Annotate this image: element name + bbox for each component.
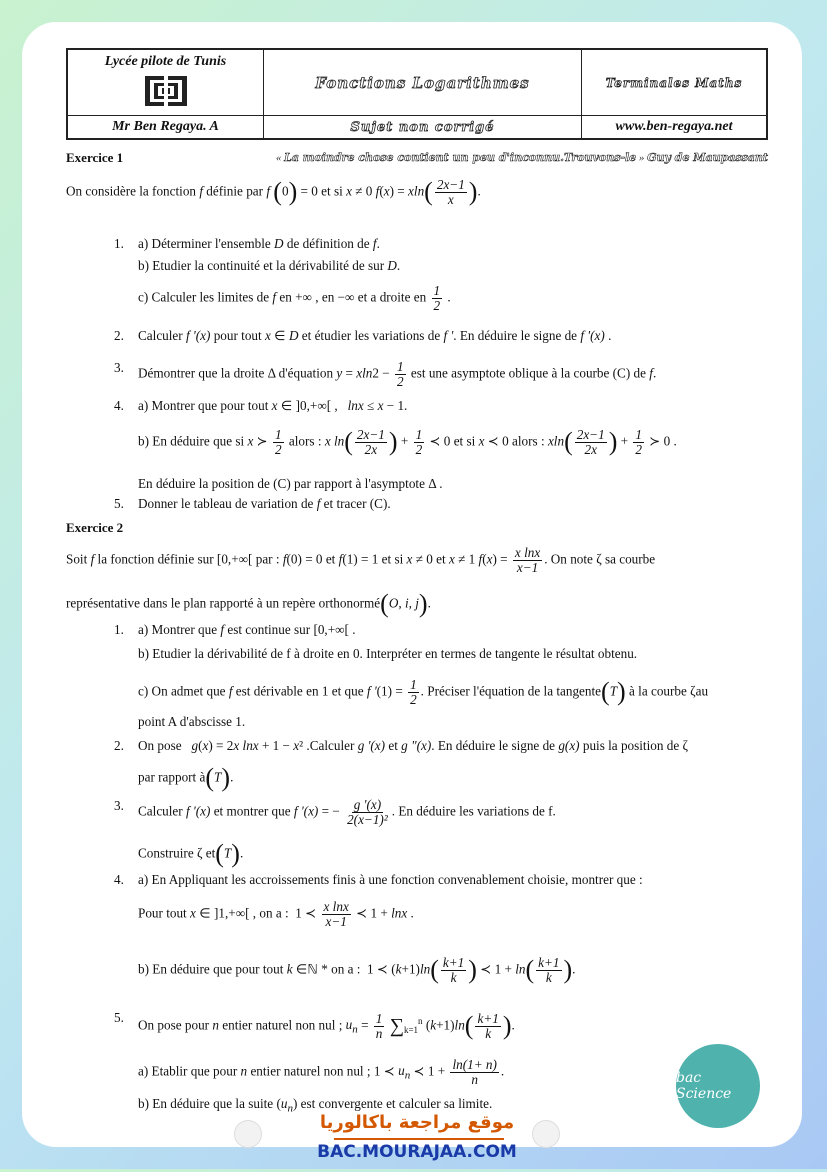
ex2-q4b: b) En déduire que pour tout k ∈ℕ * on a : 1 ≺ (k+1)ln( $\frac{k+1}{k}$ ) ≺ 1 + ln( $\frac{k+1}{k}$ ). <box>138 954 576 985</box>
class-label: Terminales Maths <box>605 75 743 90</box>
school-name: Lycée pilote de Tunis <box>104 54 227 69</box>
ex2-q4a-2: Pour tout x ∈ ]1,+∞[ , on a : 1 ≺ $\frac{\text{x lnx}}{x-1}$ ≺ 1 + lnx . <box>138 899 414 929</box>
quote-text: La moindre chose contient un peu d'inconnu.Trouvons-le <box>284 151 637 164</box>
website-cell <box>582 116 766 138</box>
document-title: Fonctions Logarithmes <box>315 73 530 92</box>
ex2-intro: Soit f la fonction définie sur [0,+∞[ par : f(0) = 0 et f(1) = 1 et si x ≠ 0 et x ≠ 1 f(x) = $\frac{\text{x lnx}}{x-1}$ . On note ζ sa courbe <box>66 545 656 575</box>
ex1-q3-number: 3. <box>114 360 124 375</box>
badge-left-icon <box>234 1120 262 1148</box>
exercise-2-title: Exercice 2 <box>66 520 124 535</box>
ex2-q5b: b) En déduire que la suite $(u_n)$ est convergente et calculer sa limite. <box>138 1096 493 1115</box>
ex2-q1-number: 1. <box>114 622 124 637</box>
ex2-q1b: b) Etudier la dérivabilité de f à droite en 0. Interpréter en termes de tangente le résultat obtenu. <box>138 646 638 661</box>
footer-underline <box>334 1138 504 1140</box>
quote-author: Guy de Maupassant <box>647 151 768 164</box>
quote <box>276 151 768 166</box>
quote-open: « <box>275 152 282 164</box>
school-cell <box>68 50 264 116</box>
school-logo-icon <box>143 74 189 108</box>
teacher-cell <box>68 116 264 138</box>
ex1-q1b: b) Etudier la continuité et la dérivabilité de sur D. <box>138 258 401 273</box>
ex2-q5-number: 5. <box>114 1010 124 1025</box>
badge-right-icon <box>532 1120 560 1148</box>
footer-arabic: موقع مراجعة باكالوريا <box>319 1112 515 1133</box>
ex2-q5: On pose pour n entier naturel non nul ; $u_n$ = $\frac{1}{n}$ $\sum_{k=1}^n$ (k+1)ln( $\frac{k+1}{k}$ ). <box>138 1010 515 1041</box>
footer <box>22 1112 802 1172</box>
ex2-q2-number: 2. <box>114 738 124 753</box>
ex2-q2: On pose g(x) = 2x lnx + 1 − x² .Calculer g '(x) et g "(x). En déduire le signe de g(x) puis la position de ζ <box>138 738 688 753</box>
ex2-q3-number: 3. <box>114 798 124 813</box>
ex2-q3: Calculer f '(x) et montrer que f '(x) = − $\frac{g '(x)}{\text{2(x−1)²}}$ . En déduire les variations de f. <box>138 797 556 827</box>
ex1-q4c: En déduire la position de (C) par rapport à l'asymptote Δ . <box>138 476 443 491</box>
ex2-q2-line2: par rapport à(T). <box>138 763 234 792</box>
ex1-q4-number: 4. <box>114 398 124 413</box>
quote-close: » <box>638 152 645 164</box>
exercise-1-title: Exercice 1 <box>66 150 124 165</box>
ex1-q4b: b) En déduire que si x ≻ $\frac{1}{2}$ alors : x ln( $\frac{2x-1}{2x}$ ) + $\frac{1}{2}$ ≺ 0 et si x ≺ 0 alors : xln( $\frac{2x-1}{2x}$ ) + $\frac{1}{2}$ ≻ 0 . <box>138 426 677 457</box>
ex1-intro: On considère la fonction f définie par f (0) = 0 et si x ≠ 0 f(x) = xln( $\frac{2x-1}{x}$ ). <box>66 176 481 207</box>
ex1-q1-number: 1. <box>114 236 124 251</box>
ex2-q4-number: 4. <box>114 872 124 887</box>
ex1-q2-number: 2. <box>114 328 124 343</box>
website-link[interactable]: www.ben-regaya.net <box>615 119 733 134</box>
ex1-q5-number: 5. <box>114 496 124 511</box>
document-subtitle: Sujet non corrigé <box>350 119 495 135</box>
ex2-q1c: c) On admet que f est dérivable en 1 et que f '(1) = $\frac{1}{2}$ . Préciser l'équation de la tangente(T) à la courbe ζau <box>138 676 709 707</box>
ex2-q1a: a) Montrer que f est continue sur [0,+∞[ . <box>138 622 356 637</box>
ex1-q2: Calculer f '(x) pour tout x ∈ D et étudier les variations de f '. En déduire le signe de f '(x) . <box>138 328 612 343</box>
ex2-q1c-line2: point A d'abscisse 1. <box>138 714 246 729</box>
ex2-q5a: a) Etablir que pour n entier naturel non nul ; 1 ≺ $u_n$ ≺ 1 + $\frac{\ln(1+ n)}{n}$ . <box>138 1057 505 1087</box>
ex2-q4a: a) En Appliquant les accroissements finis à une fonction convenablement choisie, montrer que : <box>138 872 643 887</box>
ex1-q1a: a) Déterminer l'ensemble D de définition de f. <box>138 236 380 251</box>
ex2-q3-line2: Construire ζ et(T). <box>138 839 244 868</box>
subtitle-cell <box>264 116 582 138</box>
ex1-q4a: a) Montrer que pour tout x ∈ ]0,+∞[ , lnx ≤ x − 1. <box>138 398 408 413</box>
teacher-name: Mr Ben Regaya. A <box>112 119 219 134</box>
ex1-q3: Démontrer que la droite Δ d'équation y = xln2 − $\frac{1}{2}$ est une asymptote oblique à la courbe (C) de f. <box>138 359 657 389</box>
class-cell <box>582 50 766 116</box>
bac-science-stamp: bac Science <box>676 1044 760 1128</box>
ex1-q5: Donner le tableau de variation de f et tracer (C). <box>138 496 391 511</box>
footer-url[interactable]: BAC.MOURAJAA.COM <box>317 1142 517 1162</box>
ex2-intro-line2: représentative dans le plan rapporté à un repère orthonormé(O, i, j). <box>66 589 431 618</box>
header-table <box>66 48 768 140</box>
title-cell <box>264 50 582 116</box>
ex1-q1c: c) Calculer les limites de f en +∞ , en −∞ et a droite en $\frac{1}{2}$ . <box>138 283 451 313</box>
page-paper <box>22 22 802 1162</box>
